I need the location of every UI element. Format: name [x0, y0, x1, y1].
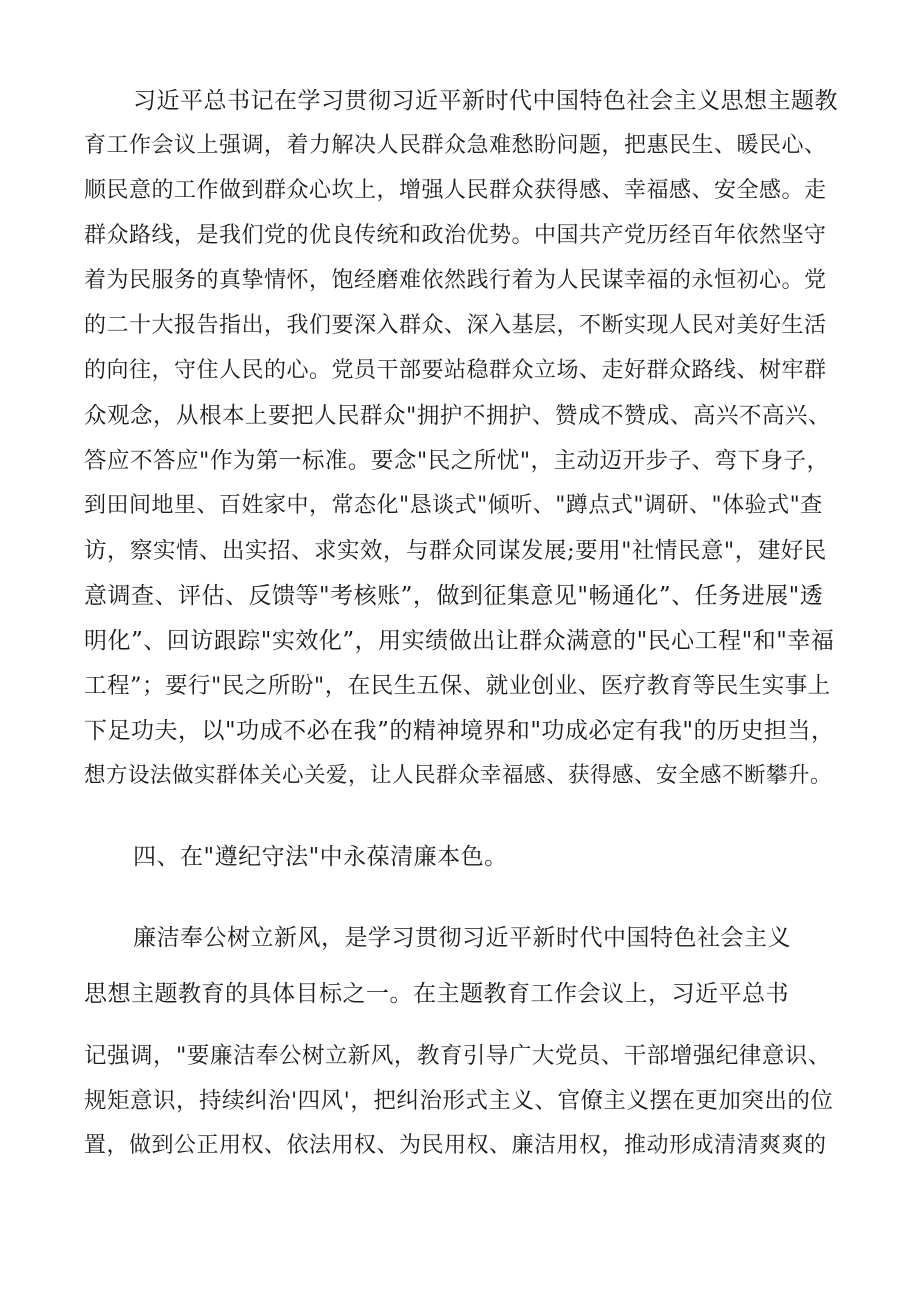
paragraph-1-line-16: 想方设法做实群体关心关爱，让人民群众幸福感、获得感、安全感不断攀升。 — [84, 763, 833, 788]
paragraph-2-line-4: 规矩意识，持续纠治'四风'，把纠治形式主义、官僚主义摆在更加突出的位 — [84, 1088, 834, 1114]
paragraph-1-line-4: 群众路线，是我们党的优良传统和政治优势。中国共产党历经百年依然坚守 — [84, 223, 827, 248]
paragraph-2-line-3: 记强调，"要廉洁奉公树立新风，教育引导广大党员、干部增强纪律意识、 — [84, 1043, 831, 1069]
section-heading-4: 四、在"遵纪守法"中永葆清廉本色。 — [133, 844, 508, 870]
paragraph-1-line-15: 下足功夫，以"功成不必在我”的精神境界和"功成必定有我"的历史担当， — [84, 718, 835, 744]
paragraph-2-line-2: 思想主题教育的具体目标之一。在主题教育工作会议上，习近平总书 — [84, 981, 789, 1007]
paragraph-1-line-7: 的向往，守住人民的心。党员干部要站稳群众立场、走好群众路线、树牢群 — [84, 358, 827, 383]
paragraph-2-line-1: 廉洁奉公树立新风，是学习贯彻习近平新时代中国特色社会主义 — [133, 925, 791, 951]
paragraph-1-line-2: 育工作会议上强调，着力解决人民群众急难愁盼问题，把惠民生、暖民心、 — [84, 133, 827, 158]
paragraph-1-line-8: 众观念，从根本上要把人民群众"拥护不拥护、赞成不赞成、高兴不高兴、 — [84, 403, 831, 429]
paragraph-1-line-9: 答应不答应"作为第一标准。要念"民之所忧"，主动迈开步子、弯下身子， — [84, 448, 830, 474]
paragraph-1-line-3: 顺民意的工作做到群众心坎上，增强人民群众获得感、幸福感、安全感。走 — [84, 178, 827, 203]
paragraph-1-line-14: 工程”；要行"民之所盼"，在民生五保、就业创业、医疗教育等民生实事上 — [84, 673, 831, 699]
paragraph-1-line-6: 的二十大报告指出，我们要深入群众、深入基层，不断实现人民对美好生活 — [84, 313, 827, 338]
paragraph-1-line-1: 习近平总书记在学习贯彻习近平新时代中国特色社会主义思想主题教 — [133, 88, 838, 114]
paragraph-1-line-5: 着为民服务的真挚情怀，饱经磨难依然践行着为人民谋幸福的永恒初心。党 — [84, 268, 827, 293]
paragraph-2-line-5: 置，做到公正用权、依法用权、为民用权、廉洁用权，推动形成清清爽爽的 — [84, 1133, 827, 1158]
paragraph-1-line-11: 访，察实情、出实招、求实效，与群众同谋发展;要用"社情民意"，建好民 — [84, 538, 827, 564]
paragraph-1-line-12: 意调查、评估、反馈等"考核账”，做到征集意见"畅通化”、任务进展"透 — [84, 583, 824, 609]
paragraph-1-line-10: 到田间地里、百姓家中，常态化"恳谈式"倾听、"蹲点式"调研、"体验式"查 — [84, 493, 823, 518]
paragraph-1-line-13: 明化”、回访跟踪"实效化”，用实绩做出让群众满意的"民心工程"和"幸福 — [84, 628, 835, 654]
